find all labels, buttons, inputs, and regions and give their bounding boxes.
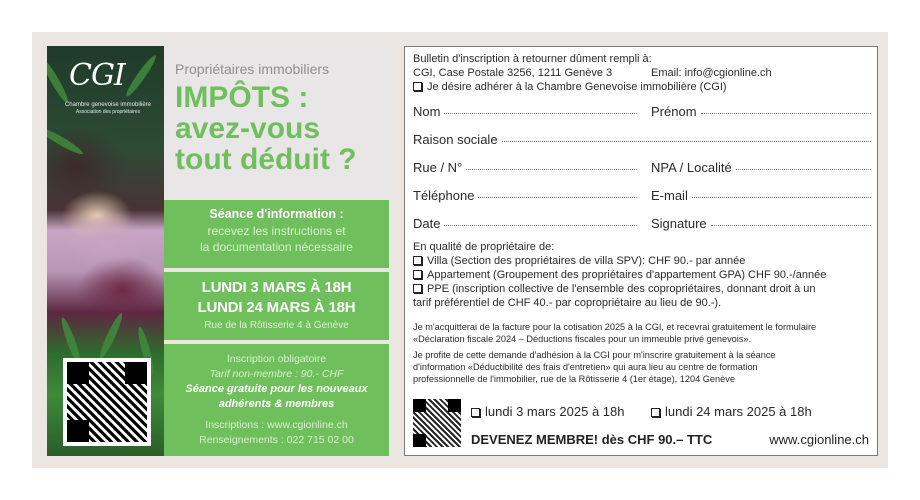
free-session-note: adhérents & membres <box>218 398 335 410</box>
postal-address: CGI, Case Postale 3256, 1211 Genève 3 <box>413 67 613 79</box>
owner-option-villa[interactable] <box>413 255 745 267</box>
membership-cta: DEVENEZ MEMBRE! dès CHF 90.– TTC <box>471 432 713 447</box>
npa-field[interactable] <box>651 160 871 175</box>
logo-tagline: Association des propriétaires <box>75 109 141 115</box>
join-checkbox-row[interactable] <box>413 81 727 93</box>
fill-line[interactable] <box>736 169 871 170</box>
logo-subtitle-text: Chambre genevoise immobilière <box>64 102 152 108</box>
checkbox[interactable] <box>413 284 422 293</box>
signature-field[interactable] <box>651 216 871 231</box>
nom-field[interactable] <box>413 104 637 119</box>
owner-option-appartement[interactable] <box>413 269 826 281</box>
rue-field[interactable] <box>413 160 637 175</box>
session-line: la documentation nécessaire <box>200 240 353 254</box>
owner-option-ppe-continued: tarif préférentiel de CHF 40.- par copropriétaire au lieu de 90.-). <box>413 297 722 309</box>
form-qr-code[interactable] <box>413 399 461 447</box>
headline-line: tout déduit ? <box>175 143 357 176</box>
registration-form <box>404 46 878 456</box>
checkbox[interactable] <box>413 270 422 279</box>
fill-line[interactable] <box>701 113 871 114</box>
note-line: professionnelle de l'immobilier, rue de la Rôtisserie 4 (1er étage), 1204 Genève <box>413 374 735 384</box>
telephone-field[interactable] <box>413 188 637 203</box>
owner-option-ppe[interactable] <box>413 283 816 295</box>
checkbox-label: Villa (Section des propriétaires de villa SPV): CHF 90.- par année <box>427 255 746 267</box>
field-label: Date <box>413 216 441 231</box>
checkbox[interactable] <box>413 256 422 265</box>
leaf-decoration <box>47 125 85 157</box>
checkbox-label: Appartement (Groupement des propriétaires d'appartement GPA) CHF 90.-/année <box>427 269 827 281</box>
fill-line[interactable] <box>444 225 637 226</box>
logo-subtitle <box>53 102 163 116</box>
date-field[interactable] <box>413 216 637 231</box>
inscriptions-link[interactable]: Inscriptions : www.cgionline.ch <box>205 419 348 431</box>
email-field[interactable] <box>651 188 871 203</box>
note-line: Je m'acquitterai de la facture pour la cotisation 2025 à la CGI, et recevrai gratuitement le formulaire <box>413 322 817 332</box>
checkbox[interactable] <box>413 82 422 91</box>
fill-line[interactable] <box>478 197 637 198</box>
leaf-decoration <box>47 57 71 104</box>
raison-sociale-field[interactable] <box>413 132 871 147</box>
kicker-text: Propriétaires immobiliers <box>175 61 330 77</box>
dates-block <box>164 272 389 340</box>
checkbox[interactable] <box>651 408 660 417</box>
fill-line[interactable] <box>444 113 637 114</box>
session-option-24-mars[interactable] <box>651 404 812 419</box>
fill-line[interactable] <box>466 169 637 170</box>
invoice-note <box>413 321 816 345</box>
checkbox-label: lundi 3 mars 2025 à 18h <box>485 404 625 419</box>
qr-pattern <box>67 362 147 442</box>
advertisement-panel <box>47 46 389 456</box>
session-info-block <box>164 200 389 268</box>
contact-email: Email: info@cgionline.ch <box>651 67 772 79</box>
free-session-note: Séance gratuite pour les nouveaux <box>185 383 368 395</box>
field-label: Signature <box>651 216 707 231</box>
field-label: Prénom <box>651 104 697 119</box>
leaf-decoration <box>123 53 158 99</box>
fill-line[interactable] <box>502 141 871 142</box>
field-label: Téléphone <box>413 188 475 203</box>
qr-code[interactable] <box>63 358 151 446</box>
field-label: E-mail <box>651 188 688 203</box>
leaf-decoration <box>97 312 125 361</box>
registration-block <box>164 344 389 456</box>
session-option-3-mars[interactable] <box>471 404 624 419</box>
prenom-field[interactable] <box>651 104 871 119</box>
headline-line: IMPÔTS : <box>175 81 309 114</box>
owner-heading: En qualité de propriétaire de: <box>413 241 555 253</box>
note-line: «Déclaration fiscale 2024 – Déductions fiscales pour un immeuble privé genevois». <box>413 334 752 344</box>
info-phone: Renseignements : 022 715 02 00 <box>199 434 354 446</box>
session-date: LUNDI 24 MARS À 18H <box>197 299 356 316</box>
checkbox-label: Je désire adhérer à la Chambre Genevoise immobilière (CGI) <box>427 81 727 93</box>
headline-box <box>164 46 389 196</box>
form-intro: Bulletin d'inscription à retourner dûment rempli à: <box>413 53 652 65</box>
field-label: Raison sociale <box>413 132 498 147</box>
cgi-logo: CGI <box>69 58 125 93</box>
checkbox-label: PPE (inscription collective de l'ensemble des copropriétaires, donnant droit à un <box>427 283 816 295</box>
website-link[interactable]: www.cgionline.ch <box>769 432 869 447</box>
headline <box>175 82 357 175</box>
registration-required: Inscription obligatoire <box>226 353 327 365</box>
session-date: LUNDI 3 MARS À 18H <box>201 279 352 296</box>
field-label: Nom <box>413 104 441 119</box>
fill-line[interactable] <box>692 197 871 198</box>
session-note <box>413 349 776 385</box>
field-label: Rue / N° <box>413 160 463 175</box>
hero-photo <box>47 46 164 456</box>
session-heading: Séance d'information : <box>209 207 344 221</box>
field-label: NPA / Localité <box>651 160 732 175</box>
checkbox[interactable] <box>471 408 480 417</box>
non-member-fee: Tarif non-membre : 90.- CHF <box>209 368 344 380</box>
fill-line[interactable] <box>711 225 871 226</box>
checkbox-label: lundi 24 mars 2025 à 18h <box>665 404 812 419</box>
note-line: d'information «Déductibilité des frais d'entretien» qui aura lieu au centre de formation <box>413 362 758 372</box>
session-address: Rue de la Rôtisserie 4 à Genève <box>204 320 349 331</box>
session-line: recevez les instructions et <box>207 224 346 238</box>
headline-line: avez-vous <box>175 112 321 145</box>
note-line: Je profite de cette demande d'adhésion à la CGI pour m'inscrire gratuitement à la séance <box>413 350 776 360</box>
